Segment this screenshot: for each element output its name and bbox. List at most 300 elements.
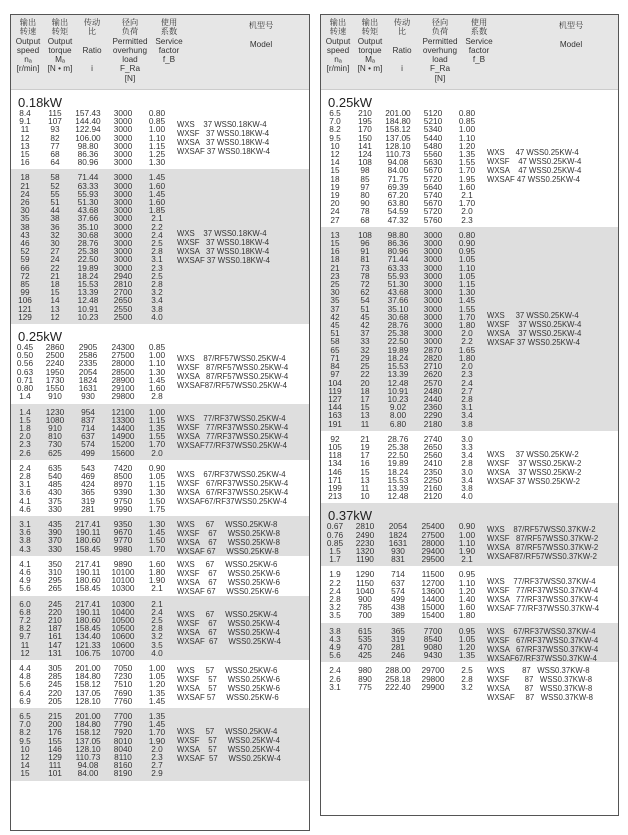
speed-cell: 19 xyxy=(330,190,340,201)
speed-cell: 3.6 xyxy=(19,487,31,498)
factor-cell: 1.90 xyxy=(148,575,166,586)
load-cell: 14900 xyxy=(111,431,135,442)
model-item: WXS 47 WSS0.25KW-4 xyxy=(487,148,579,158)
header-column xyxy=(77,18,107,73)
load-cell: 3000 xyxy=(113,172,133,183)
load-cell: 3000 xyxy=(423,238,443,249)
load-cell: 3000 xyxy=(113,246,133,257)
ratio-cell: 954 xyxy=(81,406,95,417)
speed-cell: 119 xyxy=(328,385,342,396)
speed-cell: 20 xyxy=(330,198,340,209)
ratio-cell: 6.80 xyxy=(389,418,407,429)
header-column xyxy=(151,18,187,64)
model-list xyxy=(487,450,581,486)
torque-cell: 108 xyxy=(358,157,372,168)
torque-cell: 93 xyxy=(50,124,60,135)
speed-cell: 18 xyxy=(330,254,340,265)
factor-cell: 1.00 xyxy=(148,350,166,361)
factor-cell: 2.8 xyxy=(151,623,163,634)
ratio-cell: 469 xyxy=(81,470,95,481)
load-cell: 2500 xyxy=(113,311,133,322)
model-item: WXSA 77/RF37WSS0.25KW-4 xyxy=(177,432,289,442)
load-cell: 9670 xyxy=(113,527,133,538)
speed-cell: 84 xyxy=(330,361,340,372)
torque-cell: 910 xyxy=(48,391,62,402)
model-item: WXSAF 67 WSS0.25KW-8 xyxy=(177,546,279,556)
torque-cell: 200 xyxy=(48,719,62,730)
model-item: WXSAF87/RF57WSS0.25KW-4 xyxy=(177,380,287,390)
model-item: WXSF 37 WSS0.25KW-2 xyxy=(487,458,582,468)
factor-cell: 1.15 xyxy=(148,140,166,151)
factor-cell: 3.1 xyxy=(461,402,473,413)
factor-cell: 1.05 xyxy=(458,633,476,644)
header-zh-label: 转矩 xyxy=(51,27,69,37)
ratio-cell: 180.60 xyxy=(75,535,101,546)
header-en-label: load xyxy=(432,55,448,65)
factor-cell: 1.65 xyxy=(458,344,476,355)
speed-cell: 52 xyxy=(20,246,30,257)
load-cell: 15000 xyxy=(421,602,445,613)
header-en-label: Output xyxy=(325,36,351,46)
torque-cell: 18 xyxy=(360,385,370,396)
speed-cell: 11 xyxy=(20,124,30,135)
header-en-label: factor xyxy=(468,45,490,55)
table-row xyxy=(321,420,483,428)
speed-cell: 0.63 xyxy=(16,366,34,377)
ratio-cell: 71.44 xyxy=(77,172,99,183)
torque-cell: 54 xyxy=(360,295,370,306)
ratio-cell: 51.30 xyxy=(387,279,409,290)
load-cell: 3000 xyxy=(113,188,133,199)
speed-cell: 2.3 xyxy=(19,439,31,450)
torque-cell: 32 xyxy=(50,229,60,240)
ratio-cell: 19.89 xyxy=(387,458,409,469)
model-item: WXSF 77/RF37WSS0.25KW-4 xyxy=(177,423,289,433)
load-cell: 2570 xyxy=(423,377,443,388)
model-item: WXSA 37 WSS0.25KW-4 xyxy=(487,329,582,339)
table-row xyxy=(11,505,173,513)
ratio-cell: 365 xyxy=(81,487,95,498)
header-en-label: [N • m] xyxy=(47,64,73,74)
torque-cell: 700 xyxy=(358,610,372,621)
factor-cell: 3.8 xyxy=(151,303,163,314)
torque-cell: 176 xyxy=(48,727,62,738)
model-item: WXSAF 87 WSS0.37KW-8 xyxy=(487,693,594,703)
load-cell: 3000 xyxy=(423,311,443,322)
load-cell: 2350 xyxy=(423,466,443,477)
load-cell: 3000 xyxy=(423,336,443,347)
load-cell: 2650 xyxy=(113,295,133,306)
model-list xyxy=(177,120,270,156)
header-zh-label: 转速 xyxy=(19,27,37,37)
ratio-cell: 543 xyxy=(81,462,95,473)
ratio-cell: 51.30 xyxy=(77,197,99,208)
torque-cell: 1190 xyxy=(356,554,374,565)
speed-cell: 0.56 xyxy=(16,358,34,369)
torque-cell: 2810 xyxy=(355,521,375,532)
model-item: WXSA 67 WSS0.25KW-6 xyxy=(177,577,280,587)
model-item: WXSAF 37 WSS0.18KW-4 xyxy=(177,146,271,156)
header-en-label: Service xyxy=(155,36,183,46)
factor-cell: 1.10 xyxy=(148,358,166,369)
model-item: WXS 87 WSS0.37KW-8 xyxy=(487,666,590,676)
torque-cell: 1730 xyxy=(45,374,65,385)
model-item: WXS 37 WSS0.25KW-2 xyxy=(487,449,579,459)
header-en-label: f_B xyxy=(472,55,486,65)
ratio-cell: 10.23 xyxy=(387,393,409,404)
model-item: WXSA 87/RF57WSS0.37KW-2 xyxy=(487,542,599,552)
torque-cell: 51 xyxy=(50,197,60,208)
factor-cell: 1.15 xyxy=(148,479,166,490)
model-item: WXSF 67/RF37WSS0.37KW-4 xyxy=(487,635,599,645)
data-rows xyxy=(321,666,483,691)
load-cell: 3000 xyxy=(423,303,443,314)
ratio-cell: 25.38 xyxy=(387,441,409,452)
power-section xyxy=(11,708,309,781)
load-cell: 5560 xyxy=(423,149,443,160)
factor-cell: 1.20 xyxy=(458,585,476,596)
speed-cell: 4.9 xyxy=(19,575,31,586)
ratio-cell: 98.80 xyxy=(77,140,99,151)
load-cell: 2620 xyxy=(423,369,443,380)
load-cell: 8040 xyxy=(113,743,133,754)
torque-cell: 535 xyxy=(358,633,372,644)
factor-cell: 1.35 xyxy=(458,149,476,160)
ratio-cell: 122.94 xyxy=(75,124,101,135)
ratio-cell: 190.11 xyxy=(75,566,101,577)
ratio-cell: 128.10 xyxy=(75,743,101,754)
load-cell: 5720 xyxy=(423,206,443,217)
factor-cell: 2.1 xyxy=(151,583,163,594)
speed-cell: 134 xyxy=(328,458,342,469)
speed-cell: 2.0 xyxy=(19,431,31,442)
ratio-cell: 158.12 xyxy=(75,727,101,738)
ratio-cell: 158.45 xyxy=(75,543,101,554)
model-item: WXS 67 WSS0.25KW-8 xyxy=(177,519,278,529)
speed-cell: 66 xyxy=(20,262,30,273)
speed-cell: 51 xyxy=(330,328,340,339)
factor-cell: 2.3 xyxy=(151,262,163,273)
load-cell: 9390 xyxy=(113,487,133,498)
load-cell: 2700 xyxy=(113,287,133,298)
load-cell: 10500 xyxy=(111,623,135,634)
factor-cell: 0.80 xyxy=(458,229,476,240)
header-en-label: f_B xyxy=(162,55,176,65)
factor-cell: 1.30 xyxy=(148,157,166,168)
header-en-label: speed xyxy=(16,45,40,55)
model-item: WXSA 87 WSS0.37KW-8 xyxy=(487,684,593,694)
speed-cell: 6.0 xyxy=(19,598,31,609)
factor-cell: 1.10 xyxy=(458,262,476,273)
torque-cell: 22 xyxy=(360,369,370,380)
ratio-cell: 158.45 xyxy=(75,623,101,634)
load-cell: 3000 xyxy=(423,295,443,306)
header-en-label: Ratio xyxy=(392,45,412,55)
ratio-cell: 574 xyxy=(81,439,95,450)
speed-cell: 12 xyxy=(20,647,30,658)
torque-cell: 890 xyxy=(358,673,372,684)
model-item: WXSA 57 WSS0.25KW-4 xyxy=(177,744,280,754)
model-item: WXSF 37 WSS0.18KW-4 xyxy=(177,128,270,138)
header-zh-label: 比 xyxy=(397,27,407,37)
ratio-cell: 637 xyxy=(391,577,405,588)
load-cell: 2440 xyxy=(423,393,443,404)
speed-cell: 30 xyxy=(20,205,30,216)
factor-cell: 1.45 xyxy=(148,719,166,730)
speed-cell: 191 xyxy=(328,418,342,429)
torque-cell: 375 xyxy=(48,495,62,506)
header-en-label: Permitted xyxy=(422,36,458,46)
load-cell: 8190 xyxy=(113,768,133,779)
factor-cell: 1.30 xyxy=(148,366,166,377)
torque-cell: 64 xyxy=(50,157,60,168)
header-zh-label: 传动 xyxy=(393,18,411,27)
speed-cell: 2.4 xyxy=(329,665,341,676)
load-cell: 15200 xyxy=(111,439,135,450)
ratio-cell: 134.40 xyxy=(75,631,101,642)
header-zh-label: 机型号 xyxy=(248,21,274,30)
ratio-cell: 8.00 xyxy=(389,410,407,421)
model-list xyxy=(177,229,270,265)
load-cell: 12100 xyxy=(111,406,135,417)
ratio-cell: 84.00 xyxy=(387,165,409,176)
factor-cell: 2.1 xyxy=(461,190,473,201)
header-en-label: Output xyxy=(357,36,383,46)
factor-cell: 2.1 xyxy=(461,554,473,565)
load-cell: 5480 xyxy=(423,140,443,151)
model-item: WXS 87/RF57WSS0.25KW-4 xyxy=(177,353,286,363)
ratio-cell: 1824 xyxy=(388,529,408,540)
data-rows xyxy=(11,343,173,400)
load-cell: 3000 xyxy=(113,132,133,143)
model-item: WXS 37 WSS0.18KW-4 xyxy=(177,119,267,129)
factor-cell: 2.8 xyxy=(151,279,163,290)
factor-cell: 1.15 xyxy=(458,279,476,290)
factor-cell: 1.55 xyxy=(148,431,166,442)
torque-cell: 900 xyxy=(358,593,372,604)
load-cell: 3000 xyxy=(423,270,443,281)
ratio-cell: 22.50 xyxy=(387,450,409,461)
ratio-cell: 217.41 xyxy=(75,518,101,529)
load-cell: 3000 xyxy=(423,254,443,265)
load-cell: 28500 xyxy=(111,366,135,377)
torque-cell: 187 xyxy=(48,623,62,634)
torque-cell: 635 xyxy=(48,462,62,473)
header-en-label: [N] xyxy=(124,73,136,83)
speed-cell: 5.6 xyxy=(329,650,341,661)
speed-cell: 199 xyxy=(328,482,342,493)
header-zh-label: 输出 xyxy=(19,18,37,27)
speed-cell: 26 xyxy=(20,197,30,208)
model-item: WXSA 77/RF37WSS0.37KW-4 xyxy=(487,594,599,604)
ratio-cell: 110.73 xyxy=(75,752,101,763)
ratio-cell: 71.44 xyxy=(387,254,409,265)
model-item: WXSAF 57 WSS0.25KW-6 xyxy=(177,693,279,703)
ratio-cell: 18.24 xyxy=(387,466,409,477)
torque-cell: 370 xyxy=(48,535,62,546)
load-cell: 13300 xyxy=(111,414,135,425)
speed-cell: 8.2 xyxy=(19,727,31,738)
load-cell: 2810 xyxy=(113,279,133,290)
torque-cell: 82 xyxy=(50,132,60,143)
header-column xyxy=(323,18,353,74)
load-cell: 29400 xyxy=(421,545,445,556)
data-rows xyxy=(321,570,483,619)
speed-cell: 146 xyxy=(328,466,342,477)
ratio-cell: 55.93 xyxy=(77,188,99,199)
speed-cell: 85 xyxy=(20,279,30,290)
factor-cell: 2.7 xyxy=(461,385,473,396)
factor-cell: 1.10 xyxy=(458,132,476,143)
ratio-cell: 12.48 xyxy=(77,295,99,306)
factor-cell: 2.1 xyxy=(151,598,163,609)
torque-cell: 78 xyxy=(360,270,370,281)
speed-cell: 121 xyxy=(18,303,32,314)
ratio-cell: 438 xyxy=(391,602,405,613)
factor-cell: 2.7 xyxy=(151,760,163,771)
ratio-cell: 499 xyxy=(81,447,95,458)
header-en-label: nₐ xyxy=(334,55,342,65)
ratio-cell: 201.00 xyxy=(75,711,101,721)
factor-cell: 0.85 xyxy=(148,116,166,127)
ratio-cell: 10.91 xyxy=(77,303,99,314)
speed-cell: 7.0 xyxy=(19,719,31,730)
load-cell: 7230 xyxy=(113,671,133,682)
load-cell: 2480 xyxy=(423,385,443,396)
torque-cell: 470 xyxy=(358,641,372,652)
speed-cell: 3.1 xyxy=(329,681,341,692)
header-en-label: i xyxy=(91,63,93,73)
power-rating-title: 0.25kW xyxy=(18,329,63,345)
torque-cell: 14 xyxy=(50,295,60,306)
torque-cell: 68 xyxy=(360,214,370,225)
model-item: WXSF 57 WSS0.25KW-4 xyxy=(177,735,280,745)
torque-cell: 150 xyxy=(358,132,372,143)
speed-cell: 71 xyxy=(330,352,340,363)
speed-cell: 1.4 xyxy=(19,391,31,402)
power-section xyxy=(11,90,309,169)
torque-cell: 1320 xyxy=(355,545,375,556)
speed-cell: 35 xyxy=(330,295,340,306)
load-cell: 7760 xyxy=(113,695,133,706)
speed-cell: 213 xyxy=(328,491,342,502)
load-cell: 8110 xyxy=(114,752,132,763)
load-cell: 2290 xyxy=(423,410,443,421)
torque-cell: 13 xyxy=(50,303,60,314)
ratio-cell: 19.89 xyxy=(77,262,99,273)
factor-cell: 2.0 xyxy=(461,328,473,339)
ratio-cell: 137.05 xyxy=(75,687,101,698)
factor-cell: 2.0 xyxy=(151,743,163,754)
model-list xyxy=(177,470,288,506)
speed-cell: 11 xyxy=(20,639,30,650)
model-item: WXSAF 47 WSS0.25KW-4 xyxy=(487,175,581,185)
torque-cell: 425 xyxy=(358,650,372,661)
factor-cell: 3.2 xyxy=(151,631,163,642)
ratio-cell: 637 xyxy=(81,431,95,442)
load-cell: 14400 xyxy=(111,422,135,433)
factor-cell: 1.30 xyxy=(148,487,166,498)
load-cell: 2560 xyxy=(423,450,443,461)
speed-cell: 4.8 xyxy=(19,671,31,682)
factor-cell: 4.0 xyxy=(461,491,473,502)
load-cell: 11500 xyxy=(421,569,445,580)
ratio-cell: 35.10 xyxy=(77,221,99,232)
header-zh-label: 径向 xyxy=(431,18,449,27)
torque-cell: 2230 xyxy=(355,537,375,548)
speed-cell: 9.1 xyxy=(19,116,31,127)
model-item: WXSAF 57 WSS0.25KW-4 xyxy=(177,753,281,763)
power-rating-title: 0.18kW xyxy=(18,95,63,110)
torque-cell: 215 xyxy=(48,711,62,721)
speed-cell: 4.6 xyxy=(19,503,31,514)
speed-cell: 13 xyxy=(330,229,340,240)
factor-cell: 2.3 xyxy=(151,752,163,763)
torque-cell: 730 xyxy=(48,439,62,450)
load-cell: 10700 xyxy=(111,647,135,658)
speed-cell: 12 xyxy=(330,149,340,160)
load-cell: 9770 xyxy=(113,535,133,546)
ratio-cell: 43.68 xyxy=(77,205,99,216)
header-en-label: Mₐ xyxy=(365,55,375,65)
load-cell: 28900 xyxy=(111,374,135,385)
speed-cell: 171 xyxy=(328,474,342,485)
speed-cell: 6.9 xyxy=(19,695,31,706)
header-en-label: Model xyxy=(249,40,273,50)
load-cell: 5630 xyxy=(423,157,443,168)
load-cell: 3000 xyxy=(113,229,133,240)
data-rows xyxy=(11,520,173,553)
factor-cell: 0.85 xyxy=(458,116,476,127)
torque-cell: 2240 xyxy=(45,358,65,369)
data-rows xyxy=(11,712,173,778)
torque-cell: 52 xyxy=(50,180,60,191)
model-item: WXSF 37 WSS0.18KW-4 xyxy=(177,238,270,248)
header-zh-label: 转矩 xyxy=(361,27,379,37)
ratio-cell: 9.02 xyxy=(389,402,407,413)
model-item: WXSA 67/RF37WSS0.37KW-4 xyxy=(487,644,599,654)
ratio-cell: 258.18 xyxy=(385,673,411,684)
torque-cell: 220 xyxy=(48,687,62,698)
speed-cell: 0.71 xyxy=(16,374,34,385)
power-section xyxy=(11,404,309,460)
model-item: WXS 57 WSS0.25KW-6 xyxy=(177,666,278,676)
ratio-cell: 1824 xyxy=(78,374,98,385)
model-item: WXSAF 37 WSS0.25KW-2 xyxy=(487,476,581,486)
factor-cell: 2.9 xyxy=(151,768,163,779)
table-row xyxy=(321,216,483,224)
torque-cell: 13 xyxy=(360,474,370,485)
load-cell: 7690 xyxy=(113,687,133,698)
speed-cell: 10 xyxy=(330,140,340,151)
factor-cell: 1.45 xyxy=(148,374,166,385)
torque-cell: 17 xyxy=(360,393,370,404)
factor-cell: 1.35 xyxy=(148,711,166,721)
torque-cell: 85 xyxy=(360,173,370,184)
torque-cell: 90 xyxy=(360,198,370,209)
ratio-cell: 43.68 xyxy=(387,287,409,298)
load-cell: 9750 xyxy=(113,495,133,506)
load-cell: 15400 xyxy=(421,610,445,621)
load-cell: 9430 xyxy=(423,650,443,661)
speed-cell: 2.6 xyxy=(329,673,341,684)
load-cell: 3000 xyxy=(113,262,133,273)
torque-cell: 21 xyxy=(360,433,370,444)
table-header xyxy=(11,15,309,90)
torque-cell: 80 xyxy=(360,190,370,201)
speed-cell: 92 xyxy=(330,433,340,444)
speed-cell: 27 xyxy=(330,214,340,225)
